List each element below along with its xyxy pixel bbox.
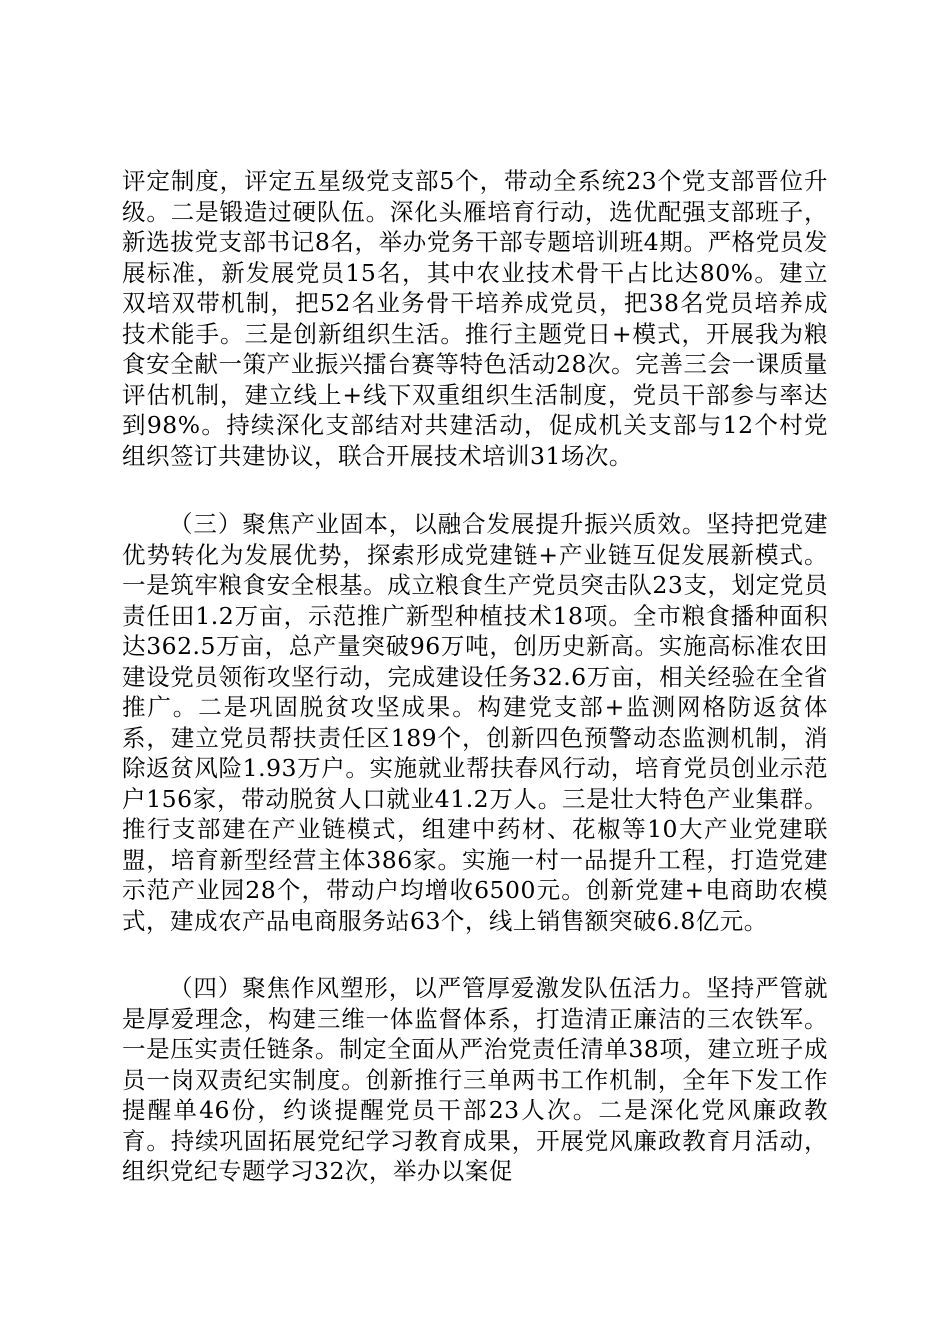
paragraph-text: （四）聚焦作风塑形，以严管厚爱激发队伍活力。坚持严管就是厚爱理念，构建三维一体监督体系，打造清正廉洁的三农铁军。一是压实责任链条。制定全面从严治党责任清单38项，建立班子成员一岗双责纪实制度。创新推行三单两书工作机制，全年下发工作提醒单46份，约谈提醒党员干部23人次。二是深化党风廉政教育。持续巩固拓展党纪学习教育成果，开展党风廉政教育月活动，组织党纪专题学习32次，举办以案促 [122, 974, 828, 1185]
paragraph-text: （三）聚焦产业固本，以融合发展提升振兴质效。坚持把党建优势转化为发展优势，探索形成党建链+产业链互促发展新模式。一是筑牢粮食安全根基。成立粮食生产党员突击队23支，划定党员责任田1.2万亩，示范推广新型种植技术18项。全市粮食播种面积达362.5万亩，总产量突破96万吨，创历史新高。实施高标准农田建设党员领衔攻坚行动，完成建设任务32.6万亩，相关经验在全省推广。二是巩固脱贫攻坚成果。构建党支部+监测网格防返贫体系，建立党员帮扶责任区189个，创新四色预警动态监测机制，消除返贫风险1.93万户。实施就业帮扶春风行动，培育党员创业示范户156家，带动脱贫人口就业41.2万人。三是壮大特色产业集群。推行支部建在产业链模式，组建中药材、花椒等10大产业党建联盟，培育新型经营主体386家。实施一村一品提升工程，打造党建示范产业园28个，带动户均增收6500元。创新党建+电商助农模式，建成农产品电商服务站63个，线上销售额突破6.8亿元。 [122, 510, 828, 935]
paragraph-2 [122, 509, 828, 936]
paragraph-3 [122, 973, 828, 1187]
paragraph-1 [122, 166, 828, 471]
paragraph-text: 评定制度，评定五星级党支部5个，带动全系统23个党支部晋位升级。二是锻造过硬队伍。深化头雁培育行动，选优配强支部班子，新选拔党支部书记8名，举办党务干部专题培训班4期。严格党员发展标准，新发展党员15名，其中农业技术骨干占比达80%。建立双培双带机制，把52名业务骨干培养成党员，把38名党员培养成技术能手。三是创新组织生活。推行主题党日+模式，开展我为粮食安全献一策产业振兴擂台赛等特色活动28次。完善三会一课质量评估机制，建立线上+线下双重组织生活制度，党员干部参与率达到98%。持续深化支部结对共建活动，促成机关支部与12个村党组织签订共建协议，联合开展技术培训31场次。 [122, 167, 828, 470]
